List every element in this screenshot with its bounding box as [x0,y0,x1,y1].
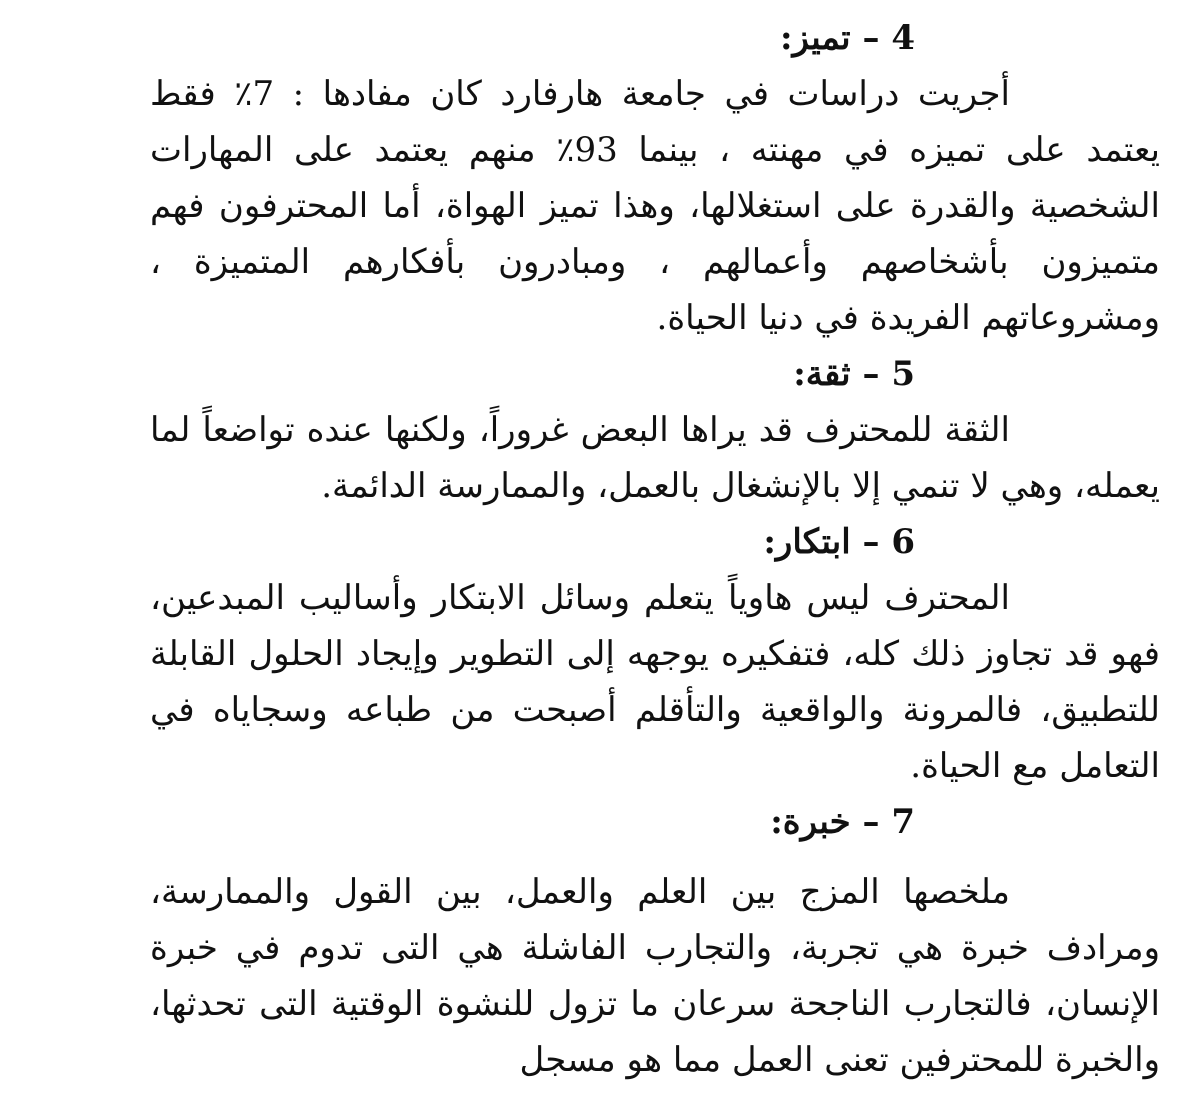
section-heading: 7 – خبرة: [770,802,915,842]
document-page [150,10,1160,1115]
section-heading: 5 – ثقة: [793,354,915,394]
section-distinction [150,10,1160,346]
section-heading: 6 – ابتكار: [763,522,915,562]
section-paragraph: الثقة للمحترف قد يراها البعض غروراً، ولكنها عنده تواضعاً لما يعمله، وهي لا تنمي إلا بالإنشغال بالعمل، والممارسة الدائمة. [150,410,1160,506]
section-paragraph: أجريت دراسات في جامعة هارفارد كان مفادها : 7٪ فقط يعتمد على تميزه في مهنته ، بينما 93٪ منهم يعتمد على المهارات الشخصية والقدرة على استغلالها، وهذا تميز الهواة، أما المحترفون فهم متميزون بأشخاصهم وأعمالهم ، ومبادرون بأفكارهم المتميزة ، ومشروعاتهم الفريدة في دنيا الحياة. [150,74,1160,338]
section-heading: 4 – تميز: [779,18,915,58]
section-paragraph: ملخصها المزج بين العلم والعمل، بين القول والممارسة، ومرادف خبرة هي تجربة، والتجارب الفاشلة هي التى تدوم في خبرة الإنسان، فالتجارب الناجحة سرعان ما تزول للنشوة الوقتية التى تحدثها، والخبرة للمحترفين تعنى العمل مما هو مسجل [150,872,1160,1080]
section-confidence [150,346,1160,514]
section-paragraph: المحترف ليس هاوياً يتعلم وسائل الابتكار وأساليب المبدعين، فهو قد تجاوز ذلك كله، فتفكيره يوجهه إلى التطوير وإيجاد الحلول القابلة للتطبيق، فالمرونة والواقعية والتأقلم أصبحت من طباعه وسجاياه في التعامل مع الحياة. [150,578,1160,786]
section-innovation [150,514,1160,794]
section-experience [150,794,1160,1088]
